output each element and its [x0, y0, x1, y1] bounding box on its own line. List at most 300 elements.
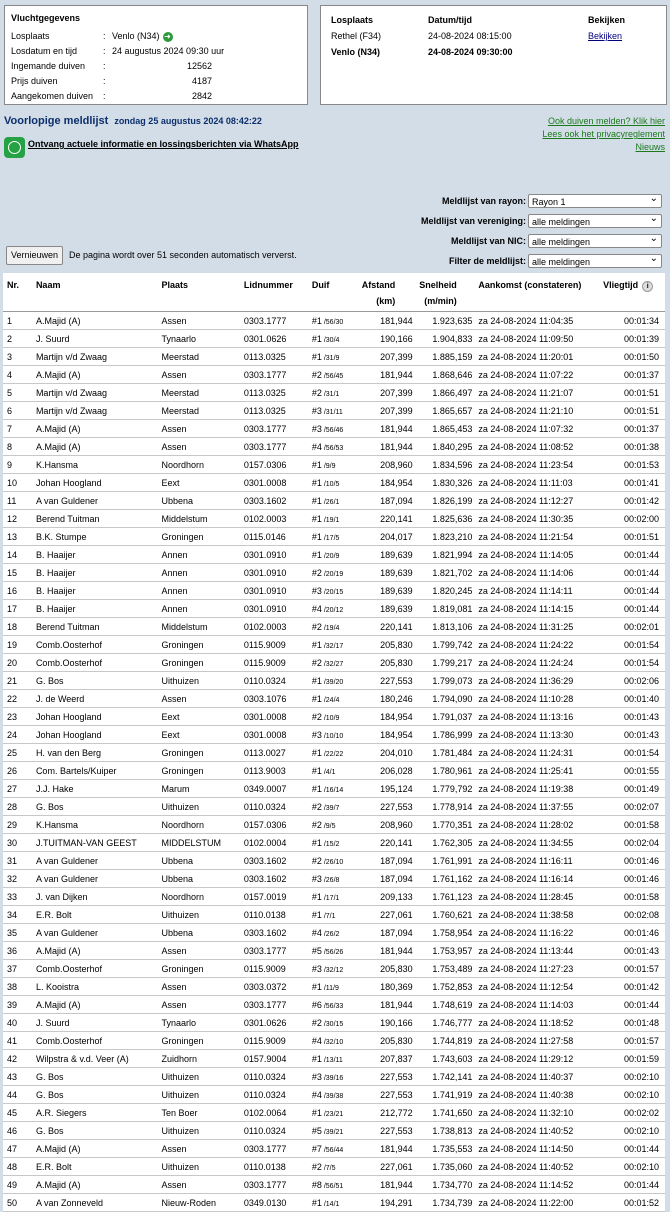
table-row	[3, 870, 665, 888]
pigeon-cell: #4 /26/2	[312, 924, 361, 942]
place-cell: Ubbena	[162, 870, 244, 888]
flighttime-cell: 00:01:46	[603, 852, 665, 870]
flighttime-cell: 00:01:43	[603, 942, 665, 960]
place-cell: Ten Boer	[162, 1104, 244, 1122]
arrival-cell: za 24-08-2024 11:40:37	[472, 1068, 603, 1086]
arrival-cell: za 24-08-2024 11:21:10	[472, 402, 603, 420]
speed-cell: 1.743,603	[413, 1050, 473, 1068]
member-number-cell: 0303.1076	[244, 690, 312, 708]
name-cell: A.Majid (A)	[36, 438, 162, 456]
arrival-cell: za 24-08-2024 11:14:52	[472, 1176, 603, 1194]
member-number-cell: 0301.0008	[244, 726, 312, 744]
place-cell: Uithuizen	[162, 672, 244, 690]
release-datetime: 24-08-2024 09:30:00	[428, 47, 513, 57]
member-number-cell: 0301.0910	[244, 564, 312, 582]
member-number-cell: 0303.1602	[244, 492, 312, 510]
speed-cell: 1.885,159	[413, 348, 473, 366]
place-cell: Middelstum	[162, 618, 244, 636]
rank-cell: 15	[3, 564, 36, 582]
member-number-cell: 0113.0027	[244, 744, 312, 762]
table-row	[3, 978, 665, 996]
arrival-cell: za 24-08-2024 11:07:22	[472, 366, 603, 384]
pigeon-cell: #4 /32/10	[312, 1032, 361, 1050]
col-flighttime: Vliegtijd i	[603, 273, 665, 312]
place-cell: Groningen	[162, 960, 244, 978]
distance-cell: 209,133	[361, 888, 412, 906]
pigeon-cell: #1 /39/20	[312, 672, 361, 690]
distance-cell: 208,960	[361, 816, 412, 834]
arrival-cell: za 24-08-2024 11:16:22	[472, 924, 603, 942]
place-cell: Groningen	[162, 1032, 244, 1050]
distance-cell: 187,094	[361, 852, 412, 870]
rank-cell: 38	[3, 978, 36, 996]
member-number-cell: 0303.1777	[244, 942, 312, 960]
col-place: Plaats	[162, 273, 244, 312]
pigeon-cell: #8 /56/51	[312, 1176, 361, 1194]
speed-cell: 1.748,619	[413, 996, 473, 1014]
speed-cell: 1.758,954	[413, 924, 473, 942]
place-cell: Ubbena	[162, 492, 244, 510]
rank-cell: 12	[3, 510, 36, 528]
speed-cell: 1.791,037	[413, 708, 473, 726]
flight-row-prijs: Prijs duiven : 4187	[11, 76, 212, 86]
arrival-cell: za 24-08-2024 11:38:58	[472, 906, 603, 924]
pigeon-cell: #1 /24/4	[312, 690, 361, 708]
name-cell: Comb.Oosterhof	[36, 1032, 162, 1050]
release-points-panel	[320, 5, 667, 105]
rank-cell: 48	[3, 1158, 36, 1176]
rank-cell: 17	[3, 600, 36, 618]
member-number-cell: 0157.0306	[244, 456, 312, 474]
pigeon-cell: #3 /10/10	[312, 726, 361, 744]
privacy-link[interactable]: Lees ook het privacyreglement	[542, 129, 665, 139]
name-cell: Comb.Oosterhof	[36, 654, 162, 672]
flight-row-losplaats: Losplaats : Venlo (N34) ➜	[11, 31, 171, 41]
table-row	[3, 816, 665, 834]
member-number-cell: 0102.0003	[244, 618, 312, 636]
refresh-note: De pagina wordt over 51 seconden automatisch ververst.	[69, 250, 297, 260]
table-row	[3, 1104, 665, 1122]
rank-cell: 26	[3, 762, 36, 780]
arrival-cell: za 24-08-2024 11:13:44	[472, 942, 603, 960]
flighttime-cell: 00:01:54	[603, 636, 665, 654]
table-row	[3, 1122, 665, 1140]
refresh-button[interactable]: Vernieuwen	[6, 246, 63, 265]
name-cell: G. Bos	[36, 1086, 162, 1104]
arrival-cell: za 24-08-2024 11:22:00	[472, 1194, 603, 1212]
member-number-cell: 0113.0325	[244, 384, 312, 402]
distance-cell: 220,141	[361, 510, 412, 528]
member-number-cell: 0115.9009	[244, 1032, 312, 1050]
place-cell: Middelstum	[162, 510, 244, 528]
place-cell: Uithuizen	[162, 1068, 244, 1086]
arrival-cell: za 24-08-2024 11:32:10	[472, 1104, 603, 1122]
rank-cell: 50	[3, 1194, 36, 1212]
speed-cell: 1.762,305	[413, 834, 473, 852]
member-number-cell: 0301.0008	[244, 708, 312, 726]
page-title-row	[4, 115, 262, 127]
vereniging-select[interactable]: alle meldingen ⌄	[528, 214, 662, 228]
pigeon-cell: #2 /10/9	[312, 708, 361, 726]
speed-cell: 1.834,596	[413, 456, 473, 474]
member-number-cell: 0113.0325	[244, 402, 312, 420]
name-cell: G. Bos	[36, 1068, 162, 1086]
name-cell: Comb.Oosterhof	[36, 636, 162, 654]
place-cell: Groningen	[162, 762, 244, 780]
arrival-cell: za 24-08-2024 11:13:30	[472, 726, 603, 744]
arrival-cell: za 24-08-2024 11:12:54	[472, 978, 603, 996]
speed-cell: 1.819,081	[413, 600, 473, 618]
speed-cell: 1.799,742	[413, 636, 473, 654]
place-cell: MIDDELSTUM	[162, 834, 244, 852]
place-cell: Assen	[162, 1140, 244, 1158]
distance-cell: 190,166	[361, 1014, 412, 1032]
member-number-cell: 0110.0138	[244, 1158, 312, 1176]
speed-cell: 1.794,090	[413, 690, 473, 708]
pigeon-cell: #4 /56/53	[312, 438, 361, 456]
arrival-cell: za 24-08-2024 11:18:52	[472, 1014, 603, 1032]
place-cell: Meerstad	[162, 348, 244, 366]
flighttime-cell: 00:01:58	[603, 816, 665, 834]
pigeon-cell: #1 /16/14	[312, 780, 361, 798]
pigeon-cell: #2 /19/4	[312, 618, 361, 636]
place-cell: Assen	[162, 438, 244, 456]
distance-cell: 204,010	[361, 744, 412, 762]
flighttime-cell: 00:02:08	[603, 906, 665, 924]
speed-cell: 1.821,994	[413, 546, 473, 564]
arrival-cell: za 24-08-2024 11:04:35	[472, 312, 603, 330]
flighttime-cell: 00:01:44	[603, 996, 665, 1014]
distance-cell: 207,837	[361, 1050, 412, 1068]
col-member: Lidnummer	[244, 273, 312, 312]
pigeon-cell: #1 /14/1	[312, 1194, 361, 1212]
rank-cell: 39	[3, 996, 36, 1014]
member-number-cell: 0349.0130	[244, 1194, 312, 1212]
table-row	[3, 960, 665, 978]
place-cell: Annen	[162, 600, 244, 618]
rank-cell: 18	[3, 618, 36, 636]
pigeon-cell: #1 /20/9	[312, 546, 361, 564]
rank-cell: 23	[3, 708, 36, 726]
table-row	[3, 1050, 665, 1068]
table-row	[3, 528, 665, 546]
header-view: Bekijken	[588, 15, 626, 25]
flighttime-cell: 00:01:42	[603, 492, 665, 510]
pigeon-cell: #4 /20/12	[312, 600, 361, 618]
rank-cell: 25	[3, 744, 36, 762]
member-number-cell: 0110.0324	[244, 1068, 312, 1086]
table-row	[3, 1014, 665, 1032]
distance-cell: 206,028	[361, 762, 412, 780]
rank-cell: 19	[3, 636, 36, 654]
distance-cell: 181,944	[361, 1176, 412, 1194]
rank-cell: 42	[3, 1050, 36, 1068]
whatsapp-icon[interactable]	[4, 137, 25, 158]
place-cell: Uithuizen	[162, 906, 244, 924]
name-cell: A.R. Siegers	[36, 1104, 162, 1122]
speed-cell: 1.761,991	[413, 852, 473, 870]
speed-cell: 1.770,351	[413, 816, 473, 834]
flighttime-cell: 00:02:10	[603, 1158, 665, 1176]
rank-cell: 37	[3, 960, 36, 978]
member-number-cell: 0303.1777	[244, 438, 312, 456]
speed-cell: 1.799,217	[413, 654, 473, 672]
speed-cell: 1.761,162	[413, 870, 473, 888]
name-cell: A van Guldener	[36, 870, 162, 888]
rank-cell: 3	[3, 348, 36, 366]
rank-cell: 34	[3, 906, 36, 924]
member-number-cell: 0303.0372	[244, 978, 312, 996]
table-row	[3, 438, 665, 456]
table-row	[3, 1032, 665, 1050]
flighttime-cell: 00:01:51	[603, 402, 665, 420]
flighttime-cell: 00:01:59	[603, 1050, 665, 1068]
distance-cell: 227,553	[361, 798, 412, 816]
flighttime-cell: 00:01:44	[603, 600, 665, 618]
pigeon-cell: #6 /56/33	[312, 996, 361, 1014]
flighttime-cell: 00:01:48	[603, 1014, 665, 1032]
arrival-cell: za 24-08-2024 11:29:12	[472, 1050, 603, 1068]
table-row	[3, 1176, 665, 1194]
flighttime-cell: 00:01:53	[603, 456, 665, 474]
flighttime-cell: 00:01:44	[603, 546, 665, 564]
flighttime-cell: 00:02:00	[603, 510, 665, 528]
name-cell: J.J. Hake	[36, 780, 162, 798]
pigeon-cell: #2 /20/19	[312, 564, 361, 582]
place-cell: Assen	[162, 690, 244, 708]
member-number-cell: 0157.9004	[244, 1050, 312, 1068]
pigeon-cell: #1 /10/5	[312, 474, 361, 492]
table-row	[3, 1194, 665, 1212]
member-number-cell: 0303.1602	[244, 870, 312, 888]
distance-cell: 189,639	[361, 582, 412, 600]
rayon-select[interactable]: Rayon 1 ⌄	[528, 194, 662, 208]
distance-cell: 205,830	[361, 960, 412, 978]
pigeon-cell: #3 /56/46	[312, 420, 361, 438]
speed-cell: 1.781,484	[413, 744, 473, 762]
flighttime-cell: 00:01:37	[603, 366, 665, 384]
name-cell: Berend Tuitman	[36, 618, 162, 636]
table-row	[3, 456, 665, 474]
rank-cell: 2	[3, 330, 36, 348]
place-cell: Meerstad	[162, 384, 244, 402]
flight-row-losdatum: Losdatum en tijd : 24 augustus 2024 09:30 uur	[11, 46, 225, 56]
arrival-cell: za 24-08-2024 11:16:11	[472, 852, 603, 870]
speed-cell: 1.780,961	[413, 762, 473, 780]
distance-cell: 195,124	[361, 780, 412, 798]
table-row	[3, 330, 665, 348]
speed-cell: 1.752,853	[413, 978, 473, 996]
rank-cell: 20	[3, 654, 36, 672]
pigeon-cell: #7 /56/44	[312, 1140, 361, 1158]
name-cell: G. Bos	[36, 672, 162, 690]
flighttime-cell: 00:01:57	[603, 1032, 665, 1050]
rank-cell: 41	[3, 1032, 36, 1050]
member-number-cell: 0102.0003	[244, 510, 312, 528]
arrival-cell: za 24-08-2024 11:21:07	[472, 384, 603, 402]
flighttime-cell: 00:01:44	[603, 564, 665, 582]
pigeon-cell: #2 /30/15	[312, 1014, 361, 1032]
pigeon-cell: #1 /4/1	[312, 762, 361, 780]
whatsapp-link[interactable]: Ontvang actuele informatie en lossingsberichten via WhatsApp	[28, 139, 299, 149]
member-number-cell: 0110.0324	[244, 798, 312, 816]
member-number-cell: 0301.0910	[244, 600, 312, 618]
member-number-cell: 0303.1602	[244, 924, 312, 942]
table-row	[3, 636, 665, 654]
flighttime-cell: 00:01:43	[603, 726, 665, 744]
place-cell: Marum	[162, 780, 244, 798]
speed-cell: 1.825,636	[413, 510, 473, 528]
name-cell: B.K. Stumpe	[36, 528, 162, 546]
report-pigeons-link[interactable]: Ook duiven melden? Klik hier	[547, 116, 665, 126]
table-row	[3, 384, 665, 402]
distance-cell: 187,094	[361, 924, 412, 942]
rank-cell: 24	[3, 726, 36, 744]
speed-cell: 1.865,657	[413, 402, 473, 420]
speed-cell: 1.735,553	[413, 1140, 473, 1158]
arrival-cell: za 24-08-2024 11:34:55	[472, 834, 603, 852]
distance-cell: 181,944	[361, 942, 412, 960]
place-cell: Assen	[162, 366, 244, 384]
name-cell: J. de Weerd	[36, 690, 162, 708]
place-cell: Ubbena	[162, 852, 244, 870]
name-cell: A van Guldener	[36, 924, 162, 942]
pigeon-cell: #1 /17/5	[312, 528, 361, 546]
name-cell: Comb.Oosterhof	[36, 960, 162, 978]
distance-cell: 184,954	[361, 708, 412, 726]
name-cell: B. Haaijer	[36, 600, 162, 618]
arrival-cell: za 24-08-2024 11:20:01	[472, 348, 603, 366]
distance-cell: 227,553	[361, 1122, 412, 1140]
pigeon-cell: #5 /56/26	[312, 942, 361, 960]
table-row	[3, 1068, 665, 1086]
arrival-cell: za 24-08-2024 11:14:06	[472, 564, 603, 582]
distance-cell: 220,141	[361, 834, 412, 852]
distance-cell: 227,553	[361, 1068, 412, 1086]
speed-cell: 1.904,833	[413, 330, 473, 348]
pigeon-cell: #3 /32/12	[312, 960, 361, 978]
member-number-cell: 0303.1777	[244, 366, 312, 384]
flighttime-cell: 00:02:10	[603, 1122, 665, 1140]
col-arrival: Aankomst (constateren)	[472, 273, 603, 312]
flighttime-cell: 00:01:37	[603, 420, 665, 438]
speed-cell: 1.741,919	[413, 1086, 473, 1104]
arrival-cell: za 24-08-2024 11:14:11	[472, 582, 603, 600]
pigeon-cell: #1 /7/1	[312, 906, 361, 924]
name-cell: A.Majid (A)	[36, 420, 162, 438]
filter-vereniging: Meldlijst van vereniging: alle meldingen ⌄	[362, 214, 662, 229]
member-number-cell: 0303.1777	[244, 1140, 312, 1158]
distance-cell: 205,830	[361, 636, 412, 654]
flighttime-cell: 00:01:50	[603, 348, 665, 366]
member-number-cell: 0110.0324	[244, 1086, 312, 1104]
member-number-cell: 0303.1777	[244, 1176, 312, 1194]
arrival-cell: za 24-08-2024 11:24:22	[472, 636, 603, 654]
pigeon-cell: #1 /23/21	[312, 1104, 361, 1122]
info-icon[interactable]: i	[642, 281, 653, 292]
speed-cell: 1.735,060	[413, 1158, 473, 1176]
name-cell: A.Majid (A)	[36, 1176, 162, 1194]
table-row	[3, 312, 665, 330]
place-cell: Tynaarlo	[162, 1014, 244, 1032]
table-row	[3, 600, 665, 618]
member-number-cell: 0303.1777	[244, 312, 312, 330]
speed-cell: 1.734,770	[413, 1176, 473, 1194]
distance-cell: 227,553	[361, 672, 412, 690]
member-number-cell: 0102.0004	[244, 834, 312, 852]
place-cell: Eext	[162, 474, 244, 492]
rank-cell: 4	[3, 366, 36, 384]
distance-cell: 187,094	[361, 492, 412, 510]
col-distance: Afstand (km)	[361, 273, 412, 312]
pigeon-cell: #1 /13/11	[312, 1050, 361, 1068]
pigeon-cell: #1 /15/2	[312, 834, 361, 852]
view-link[interactable]: Bekijken	[588, 31, 623, 41]
rank-cell: 33	[3, 888, 36, 906]
flighttime-cell: 00:01:57	[603, 960, 665, 978]
name-cell: Com. Bartels/Kuiper	[36, 762, 162, 780]
pigeon-cell: #1 /19/1	[312, 510, 361, 528]
pigeon-cell: #1 /32/17	[312, 636, 361, 654]
name-cell: K.Hansma	[36, 816, 162, 834]
rank-cell: 6	[3, 402, 36, 420]
arrival-cell: za 24-08-2024 11:28:45	[472, 888, 603, 906]
filter-nic: Meldlijst van NIC: alle meldingen ⌄	[362, 234, 662, 249]
arrow-right-icon[interactable]: ➜	[164, 31, 171, 41]
speed-cell: 1.760,621	[413, 906, 473, 924]
table-row	[3, 744, 665, 762]
rank-cell: 47	[3, 1140, 36, 1158]
rank-cell: 22	[3, 690, 36, 708]
place-cell: Noordhorn	[162, 456, 244, 474]
rank-cell: 29	[3, 816, 36, 834]
nic-select[interactable]: alle meldingen ⌄	[528, 234, 662, 248]
distance-cell: 190,166	[361, 330, 412, 348]
pigeon-cell: #3 /31/11	[312, 402, 361, 420]
speed-cell: 1.786,999	[413, 726, 473, 744]
pigeon-cell: #1 /26/1	[312, 492, 361, 510]
flighttime-cell: 00:01:44	[603, 1176, 665, 1194]
member-number-cell: 0301.0910	[244, 582, 312, 600]
flighttime-cell: 00:01:49	[603, 780, 665, 798]
speed-cell: 1.821,702	[413, 564, 473, 582]
list-filter-select[interactable]: alle meldingen ⌄	[528, 254, 662, 268]
place-cell: Noordhorn	[162, 816, 244, 834]
rank-cell: 31	[3, 852, 36, 870]
name-cell: E.R. Bolt	[36, 906, 162, 924]
rank-cell: 9	[3, 456, 36, 474]
flighttime-cell: 00:01:38	[603, 438, 665, 456]
arrival-cell: za 24-08-2024 11:09:50	[472, 330, 603, 348]
pigeon-cell: #4 /39/38	[312, 1086, 361, 1104]
table-row	[3, 708, 665, 726]
rank-cell: 30	[3, 834, 36, 852]
member-number-cell: 0115.9009	[244, 654, 312, 672]
rank-cell: 5	[3, 384, 36, 402]
pigeon-cell: #1 /17/1	[312, 888, 361, 906]
place-cell: Ubbena	[162, 924, 244, 942]
table-row	[3, 996, 665, 1014]
rank-cell: 40	[3, 1014, 36, 1032]
member-number-cell: 0115.0146	[244, 528, 312, 546]
rank-cell: 32	[3, 870, 36, 888]
name-cell: B. Haaijer	[36, 564, 162, 582]
news-link[interactable]: Nieuws	[635, 142, 665, 152]
name-cell: Johan Hoogland	[36, 708, 162, 726]
arrival-cell: za 24-08-2024 11:14:03	[472, 996, 603, 1014]
member-number-cell: 0303.1777	[244, 996, 312, 1014]
distance-cell: 184,954	[361, 726, 412, 744]
